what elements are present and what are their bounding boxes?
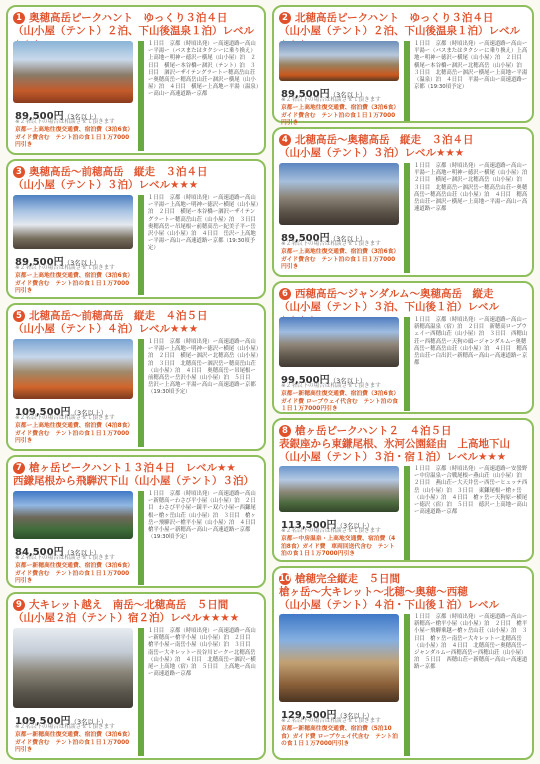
tour-card-3	[6, 159, 266, 299]
fee-details: 京都ー中房温泉・上高地交通費、宿泊費（4泊8食）ガイド費 車両回送代含む テント泊の食１日１万7000円引き	[281, 536, 396, 557]
mountain-photo	[13, 491, 133, 539]
mountain-photo	[279, 163, 399, 225]
tour-card-8	[272, 418, 534, 562]
tour-card-6	[272, 281, 534, 414]
fee-details: 京都ー新穂高往復交通費、宿泊費（5泊10食）ガイド費 ロープウェイ代含む テント泊の食１日１万7000円引き	[281, 726, 398, 747]
fee-details: 京都ー上高地往復交通費、宿泊費（3泊6食）ガイド費含む テント泊の食１日１万7000円引き	[15, 273, 131, 294]
tour-card-9	[6, 592, 266, 760]
note: ※２名以下の場合は相談させて頂きます	[15, 724, 115, 730]
note: ※２名以下の場合は相談させて頂きます	[281, 718, 381, 724]
note: ※２名以下の場合は相談させて頂きます	[15, 119, 115, 125]
tour-number: 3	[13, 166, 25, 178]
course-description: １日目 京都（時頃出発）ー高速道路ー高山ー平湯ー（バスまたはタクシーに乗り換え）上高地ー明神ー徳沢ー横尾（山小屋）泊 ２日目 横尾ー本谷橋ー涸沢（テント）泊 ３日目 涸沢ーザイテングラートー穂高岳山荘ー奥穂高岳ー穂高岳山荘ー涸沢ー横尾（山小屋）泊 ４日目 横尾ー上高地ー平湯（温泉）ー高山ー高速道路ー京都	[138, 41, 260, 151]
price: 99,500円（3名以上）	[281, 375, 367, 386]
price: 84,500円（3名以上）	[15, 547, 101, 558]
course-description: １日目 京都（時頃出発）ー高速道路ー高山ー平湯ー上高地ー明神ー徳沢ー横尾（山小屋）泊 ２日目 横尾ー本谷橋ー涸沢ーザイテングラートー穂高岳山荘（山小屋）泊 ３日目 奥穂高岳ー吊尾根ー前穂高岳ー紀美子平ー岳沢小屋（山小屋）泊 ４日目 岳沢ー上高地ー平湯ー高山ー高速道路ー京都（19:30頃予定）	[138, 195, 260, 295]
course-description: １日目 京都（時頃出発）ー高速道路ー高山ー平湯ー（バスまたはタクシーに乗り換え）上高地ー明神ー徳沢ー横尾（山小屋）泊 ２日目 横尾ー本谷橋ー涸沢ー北穂高岳（山小屋）泊 ３日目 北穂高岳ー涸沢ー横尾ー上高地ー平湯（温泉）泊 ４日目 平湯ー高山ー高速道路ー京都（19:30頃予定）	[404, 41, 528, 121]
course-description: １日目 京都（時頃出発）ー高速道路ー高山ー新穂高ー槍平小屋（山小屋）泊 ２日目 槍平小屋ー南岳小屋（山小屋）泊 ３日目 南岳ー大キレットー長谷川ピークー北穂高岳（山小屋）泊 ４日目 北穂高岳ー涸沢ー横尾ー上高地（宿）泊 ５日目 上高地ー高山ー高速道路ー京都	[138, 628, 260, 756]
tour-number: 4	[279, 134, 291, 146]
tour-number: 1	[13, 12, 25, 24]
price: 89,500円（3名以上）	[281, 89, 367, 100]
course-description: １日目 京都（時頃出発）ー高速道路ー高山ー平湯ー上高地ー明神ー徳沢ー横尾（山小屋）泊 ２日目 横尾ー涸沢ー北穂高岳（山小屋）泊 ３日目 北穂高岳ー涸沢岳ー穂高岳山荘（山小屋）泊 ４日目 奥穂高岳ー吊尾根ー前穂高岳ー岳沢小屋（山小屋）泊 ５日目 岳沢ー上高地ー平湯ー高山ー高速道路ー京都（19:30頃予定）	[138, 339, 260, 447]
tour-title: 6 西穂高岳〜ジャンダルム〜奥穂高岳 縦走 （山小屋（テント）３泊、下山後１泊）レベル	[279, 288, 499, 313]
fee-details: 京都ー新穂高往復交通費、宿泊費（3泊6食）ガイド費含む テント泊の食１日１万7000円引き	[15, 563, 131, 584]
note: ※２名以下の場合は相談させて頂きます	[281, 241, 381, 247]
note: ※２名以下の場合は相談させて頂きます	[15, 415, 115, 421]
mountain-photo	[279, 317, 399, 367]
price: 89,500円（3名以上）	[15, 257, 101, 268]
tour-card-7	[6, 455, 266, 588]
price: 109,500円（3名以上）	[15, 407, 108, 418]
course-description: １日目 京都（時頃出発）ー高速道路ー高山ー新穂高ー槍平小屋（山小屋）泊 ２日目 槍平小屋ー飛騨乗越ー槍ヶ岳山荘（山小屋）泊 ３日目 槍ヶ岳ー南岳ー大キレットー北穂高岳（山小屋）泊 ４日目 北穂高岳ー奥穂高岳ージャンダルムー西穂高岳ー西穂山荘（山小屋）泊 ５日目 西穂山荘ー新穂高ー高山ー高速道路ー京都	[404, 614, 528, 756]
note: ※２名以下の場合は相談させて頂きます	[15, 555, 115, 561]
fee-details: 京都ー上高地往復交通費、宿泊費（3泊6食）ガイド費含む テント泊の食１日１万7000円引き	[15, 127, 131, 148]
note: ※２名以下の場合は相談させて頂きます	[281, 528, 381, 534]
course-description: １日目 京都（時頃出発）ー高速道路ー高山ー新穂高温泉（宿）泊 ２日目 新穂高ロープウェイー西穂山荘（山小屋）泊 ３日目 西穂山荘ー西穂高岳ー天狗の頭ージャンダルムー奥穂高岳ー穂高岳山荘（山小屋）泊 ４日目 穂高岳山荘ー白出沢ー新穂高ー高山ー高速道路ー京都	[404, 317, 528, 411]
price: 113,500円（3名以上）	[281, 520, 374, 531]
tour-title: 4 北穂高岳〜奥穂高岳 縦走 ３泊４日 （山小屋（テント）３泊）レベル★★★	[279, 134, 474, 159]
mountain-photo	[13, 195, 133, 249]
price: 129,500円（3名以上）	[281, 710, 374, 721]
mountain-photo	[13, 339, 133, 399]
tour-number: 6	[279, 288, 291, 300]
tour-card-5	[6, 303, 266, 451]
fee-details: 京都ー上高地往復交通費、宿泊費（4泊8食）ガイド費含む テント泊の食１日１万7000円引き	[15, 423, 131, 444]
tour-number: 9	[13, 599, 25, 611]
tour-title: 5 北穂高岳〜前穂高岳 縦走 ４泊５日 （山小屋（テント）４泊）レベル★★★	[13, 310, 208, 335]
tour-title: 7 槍ヶ岳ピークハント１３泊４日 レベル★★ 西鎌尾根から飛騨沢下山（山小屋（テント）３泊）	[13, 462, 254, 487]
tour-number: 10	[279, 574, 291, 584]
tour-number: 5	[13, 310, 25, 322]
tour-title: 8 槍ヶ岳ピークハント２ ４泊５日 表銀座から東鎌尾根、氷河公園経由 上高地下山 （山小屋（テント）３泊・宿１泊）レベル★★★	[279, 425, 510, 463]
mountain-photo	[279, 614, 399, 702]
fee-details: 京都ー新穂高往復交通費、宿泊費（3泊6食）ガイド費 ロープウェイ代含む テント泊の食１日１万7000円引き	[281, 391, 398, 412]
note: ※２名以下の場合は相談させて頂きます	[281, 383, 381, 389]
price: 89,500円（3名以上）	[15, 111, 101, 122]
mountain-photo	[279, 41, 399, 81]
fee-details: 京都ー上高地往復交通費、宿泊費（3泊6食）ガイド費含む テント泊の食１日１万7000円引き	[281, 105, 397, 126]
tour-card-1	[6, 5, 266, 155]
tour-title: 1 奥穂高岳ピークハント ゆっくり３泊４日 （山小屋（テント）２泊、下山後温泉１泊）レベル	[13, 12, 254, 37]
course-description: １日目 京都（時頃出発）ー高速道路ー高山ー新穂高ーわさび平小屋（山小屋）泊 ２日目 わさび平小屋ー鏡平ー双六小屋ー西鎌尾根ー槍ヶ岳山荘（山小屋）泊 ３日目 槍ヶ岳ー飛騨沢ー槍平小屋（山小屋）泊 ４日目 槍平小屋ー新穂高ー高山ー高速道路ー京都（19:30頃予定）	[138, 491, 260, 585]
price: 89,500円（3名以上）	[281, 233, 367, 244]
note: ※２名以下の場合は相談させて頂きます	[15, 265, 115, 271]
tour-card-2	[272, 5, 534, 126]
course-description: １日目 京都（時頃出発）ー高速道路ー高山ー平湯ー上高地ー明神ー徳沢ー横尾（山小屋）泊 ２日目 横尾ー涸沢ー北穂高岳（山小屋）泊 ３日目 北穂高岳ー涸沢岳ー穂高岳山荘ー奥穂高岳ー穂高岳山荘（山小屋）泊 ４日目 穂高岳山荘ー涸沢ー横尾ー上高地ー平湯ー高山ー高速道路ー京都	[404, 163, 528, 273]
tour-title: 10 槍穂完全縦走 ５日間 槍ヶ岳〜大キレット〜北穂〜奥穂〜西穂 （山小屋（テント）４泊・下山後１泊）レベル	[279, 573, 499, 611]
fee-details: 京都ー新穂高往復交通費、宿泊費（3泊6食）ガイド費含む テント泊の食１日１万7000円引き	[15, 732, 131, 753]
tour-title: 2 北穂高岳ピークハント ゆっくり３泊４日 （山小屋（テント）２泊、下山後温泉１泊）レベル	[279, 12, 520, 37]
note: ※２名以下の場合は相談させて頂きます	[281, 97, 381, 103]
tour-card-10	[272, 566, 534, 760]
tour-number: 7	[13, 462, 25, 474]
tour-title: 3 奥穂高岳〜前穂高岳 縦走 ３泊４日 （山小屋（テント）３泊）レベル★★★	[13, 166, 208, 191]
tour-number: 2	[279, 12, 291, 24]
price: 109,500円（3名以上）	[15, 716, 108, 727]
mountain-photo	[13, 41, 133, 103]
mountain-photo	[279, 466, 399, 512]
tour-number: 8	[279, 425, 291, 437]
course-description: １日目 京都（時頃出発）ー高速道路ー安曇野ー中房温泉ー合戦尾根ー燕山荘（山小屋）泊 ２日目 燕山荘ー大天井岳ー西岳ーヒュッテ西岳（山小屋）泊 ３日目 東鎌尾根ー槍ヶ岳（山小屋）泊 ４日目 槍ヶ岳ー天狗原ー横尾ー徳沢（宿）泊 ５日目 徳沢ー上高地ー高山ー高速道路ー京都	[404, 466, 528, 560]
tour-title: 9 大キレット越え 南岳〜北穂高岳 ５日間 （山小屋２泊（テント）宿２泊）レベル★★★★	[13, 599, 240, 624]
mountain-photo	[13, 628, 133, 708]
fee-details: 京都ー上高地往復交通費、宿泊費（3泊6食）ガイド費含む テント泊の食１日１万7000円引き	[281, 249, 397, 270]
tour-card-4	[272, 127, 534, 277]
